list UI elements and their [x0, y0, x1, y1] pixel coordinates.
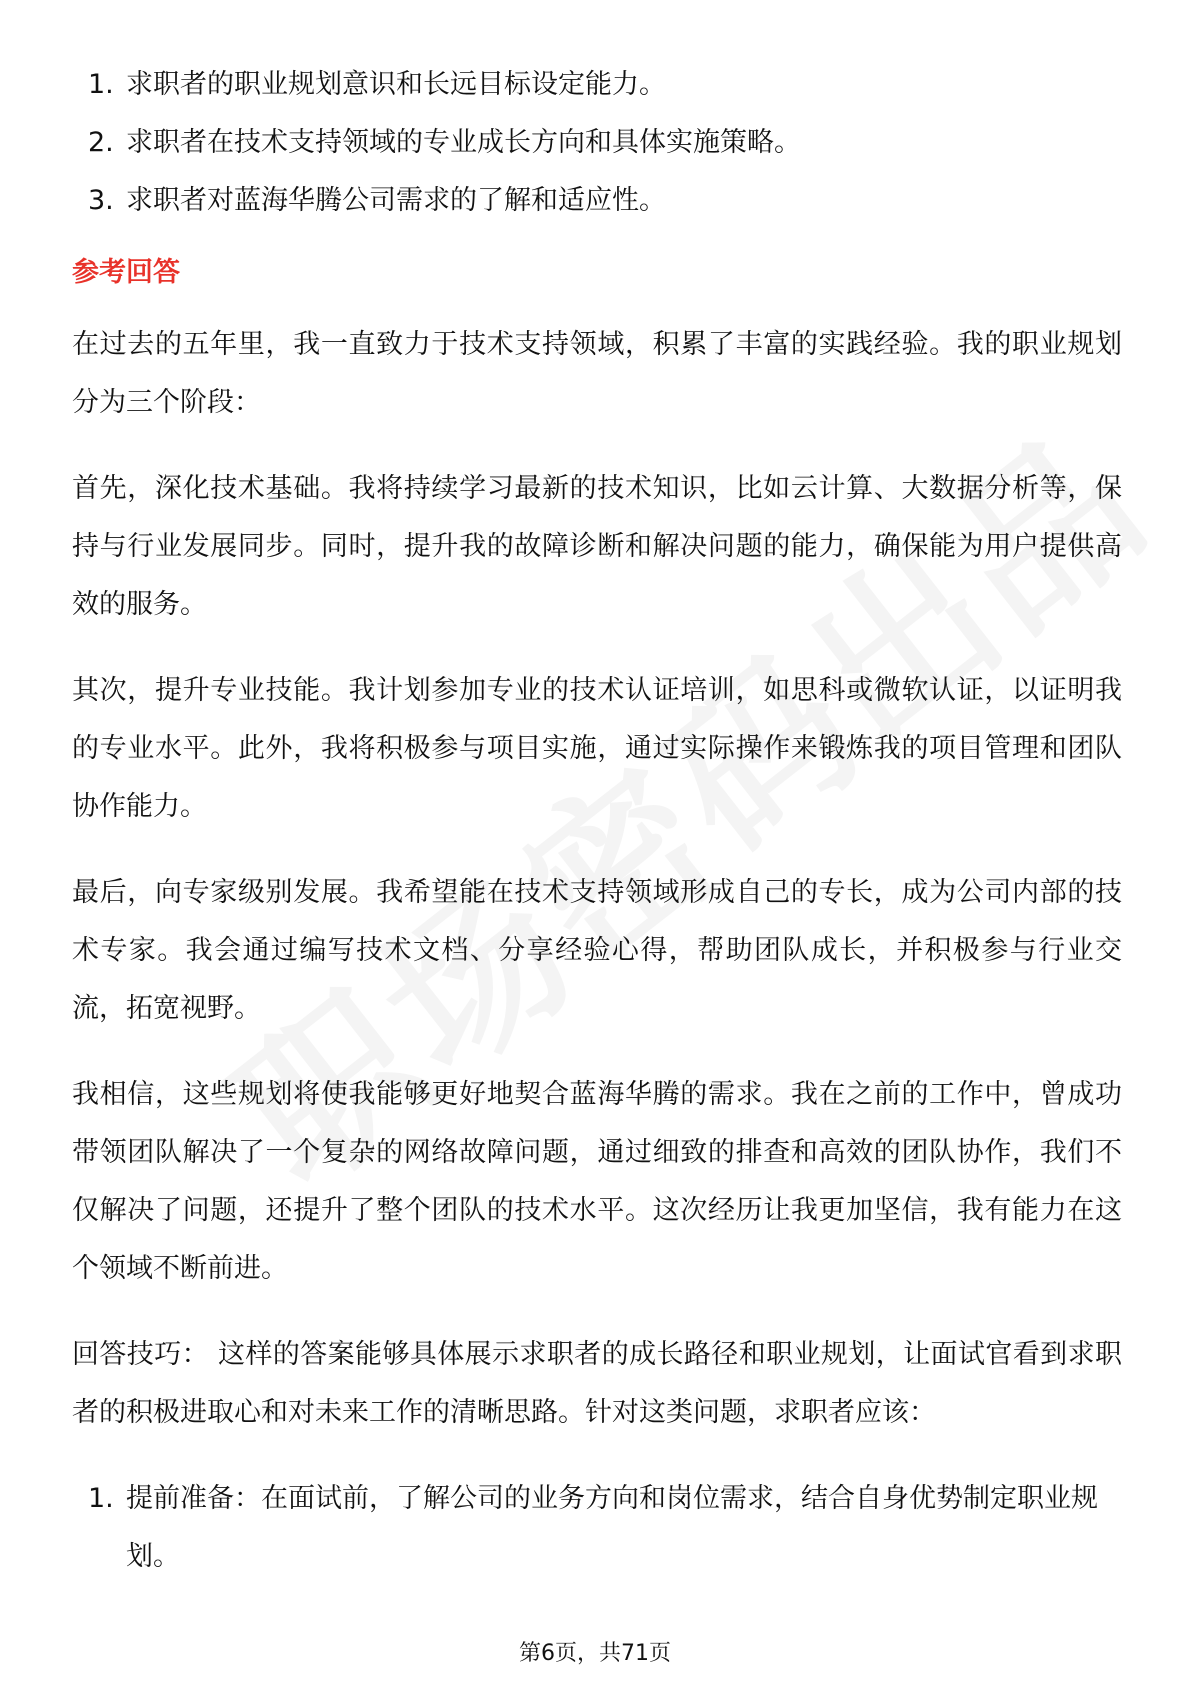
- tips-list: [72, 1470, 1122, 1586]
- paragraph: 最后，向专家级别发展。我希望能在技术支持领域形成自己的专长，成为公司内部的技术专家。我会通过编写技术文档、分享经验心得，帮助团队成长，并积极参与行业交流，拓宽视野。: [72, 877, 1122, 1024]
- list-item-text: 提前准备：在面试前，了解公司的业务方向和岗位需求，结合自身优势制定职业规划。: [126, 1483, 1098, 1572]
- list-item-number: 3.: [88, 185, 114, 216]
- page-footer: 第6页，共71页: [519, 1641, 671, 1666]
- section-title: 参考回答: [72, 257, 180, 288]
- list-item: [72, 172, 1122, 230]
- paragraph: 我相信，这些规划将使我能够更好地契合蓝海华腾的需求。我在之前的工作中，曾成功带领团队解决了一个复杂的网络故障问题，通过细致的排查和高效的团队协作，我们不仅解决了问题，还提升了整个团队的技术水平。这次经历让我更加坚信，我有能力在这个领域不断前进。: [72, 1079, 1122, 1284]
- list-item-text: 求职者对蓝海华腾公司需求的了解和适应性。: [126, 185, 666, 216]
- list-item: [72, 56, 1122, 114]
- list-item-text: 求职者在技术支持领域的专业成长方向和具体实施策略。: [126, 127, 801, 158]
- paragraph: 其次，提升专业技能。我计划参加专业的技术认证培训，如思科或微软认证，以证明我的专业水平。此外，我将积极参与项目实施，通过实际操作来锻炼我的项目管理和团队协作能力。: [72, 675, 1122, 822]
- paragraph: 回答技巧： 这样的答案能够具体展示求职者的成长路径和职业规划，让面试官看到求职者的积极进取心和对未来工作的清晰思路。针对这类问题，求职者应该：: [72, 1339, 1122, 1428]
- list-item-number: 1.: [88, 69, 114, 100]
- page-content: [72, 56, 1122, 1586]
- list-item-text: 求职者的职业规划意识和长远目标设定能力。: [126, 69, 666, 100]
- paragraph: 首先，深化技术基础。我将持续学习最新的技术知识，比如云计算、大数据分析等，保持与行业发展同步。同时，提升我的故障诊断和解决问题的能力，确保能为用户提供高效的服务。: [72, 473, 1122, 620]
- intro-list: [72, 56, 1122, 230]
- list-item: [72, 114, 1122, 172]
- paragraph: 在过去的五年里，我一直致力于技术支持领域，积累了丰富的实践经验。我的职业规划分为三个阶段：: [72, 329, 1122, 418]
- list-item-number: 1.: [88, 1483, 114, 1514]
- list-item-number: 2.: [88, 127, 114, 158]
- list-item: [72, 1470, 1122, 1586]
